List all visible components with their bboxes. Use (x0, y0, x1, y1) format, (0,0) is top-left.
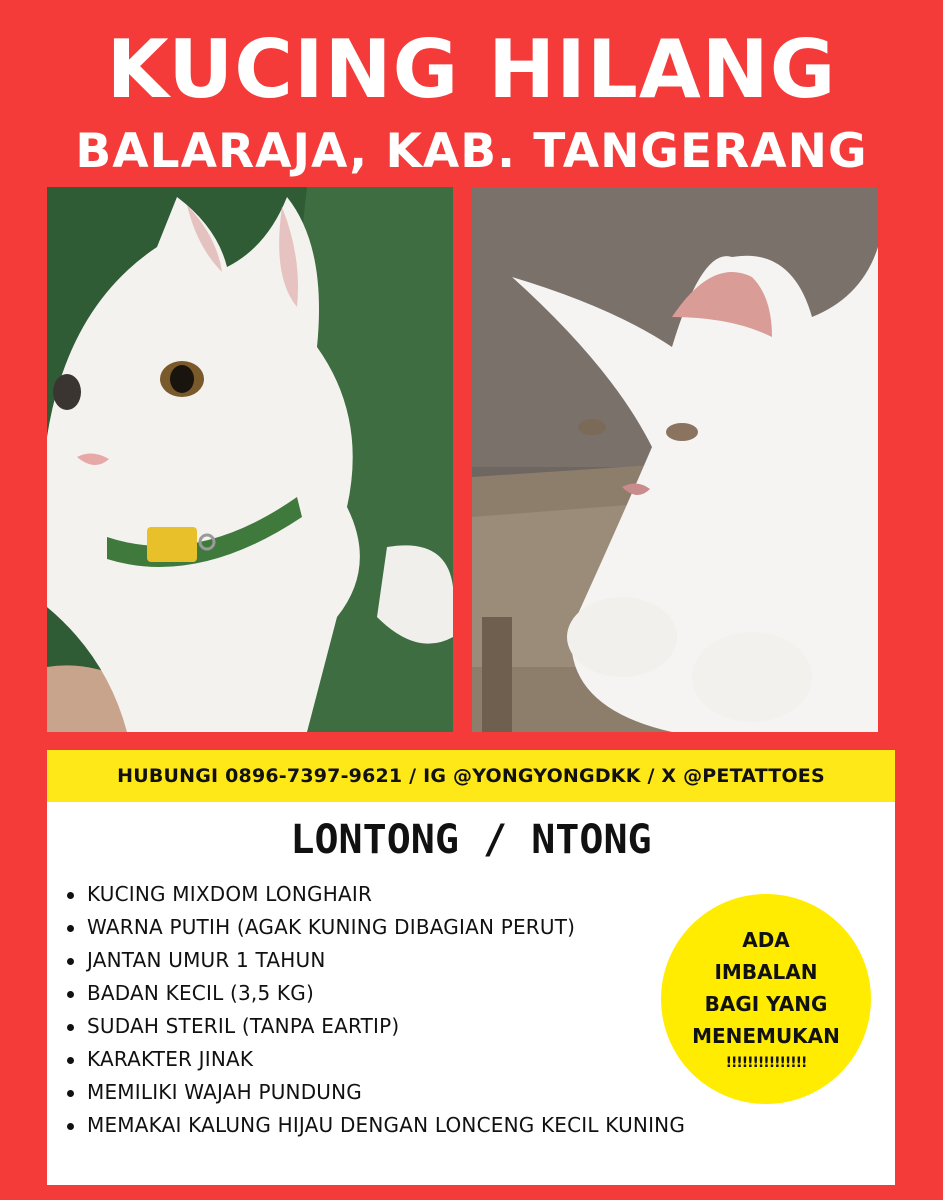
bullet-icon (67, 1057, 74, 1064)
reward-line: MENEMUKAN (692, 1024, 840, 1048)
bullet-icon (67, 1123, 74, 1130)
list-item (67, 1043, 687, 1076)
cat-photo-right (472, 187, 878, 732)
info-card (47, 802, 895, 1185)
list-item (67, 1076, 687, 1109)
list-item (67, 1010, 687, 1043)
list-item (67, 878, 687, 911)
contact-bar: HUBUNGI 0896-7397-9621 / IG @YONGYONGDKK / X @PETATTOES (47, 750, 895, 802)
reward-line: ADA (742, 928, 790, 952)
feature-text: BADAN KECIL (3,5 KG) (87, 981, 314, 1005)
bullet-icon (67, 925, 74, 932)
bullet-icon (67, 1090, 74, 1097)
feature-text: MEMILIKI WAJAH PUNDUNG (87, 1080, 363, 1104)
bullet-icon (67, 991, 74, 998)
list-item (67, 977, 687, 1010)
cat-name: LONTONG / NTONG (290, 817, 652, 863)
reward-badge (661, 894, 871, 1104)
poster-title: KUCING HILANG (106, 23, 837, 116)
feature-text: KARAKTER JINAK (87, 1047, 254, 1071)
feature-text: MEMAKAI KALUNG HIJAU DENGAN LONCENG KECIL KUNING (87, 1113, 686, 1137)
poster-location: BALARAJA, KAB. TANGERANG (75, 124, 868, 179)
reward-line: BAGI YANG (704, 992, 828, 1016)
reward-exclamation: !!!!!!!!!!!!!!! (725, 1055, 807, 1071)
bullet-icon (67, 1024, 74, 1031)
feature-text: WARNA PUTIH (AGAK KUNING DIBAGIAN PERUT) (87, 915, 576, 939)
feature-text: JANTAN UMUR 1 TAHUN (87, 948, 326, 972)
feature-text: SUDAH STERIL (TANPA EARTIP) (87, 1014, 400, 1038)
bullet-icon (67, 892, 74, 899)
feature-list (67, 878, 687, 1142)
cat-photo-left (47, 187, 453, 732)
list-item (67, 1109, 687, 1142)
reward-line: IMBALAN (714, 960, 818, 984)
list-item (67, 911, 687, 944)
bullet-icon (67, 958, 74, 965)
feature-text: KUCING MIXDOM LONGHAIR (87, 882, 373, 906)
list-item (67, 944, 687, 977)
